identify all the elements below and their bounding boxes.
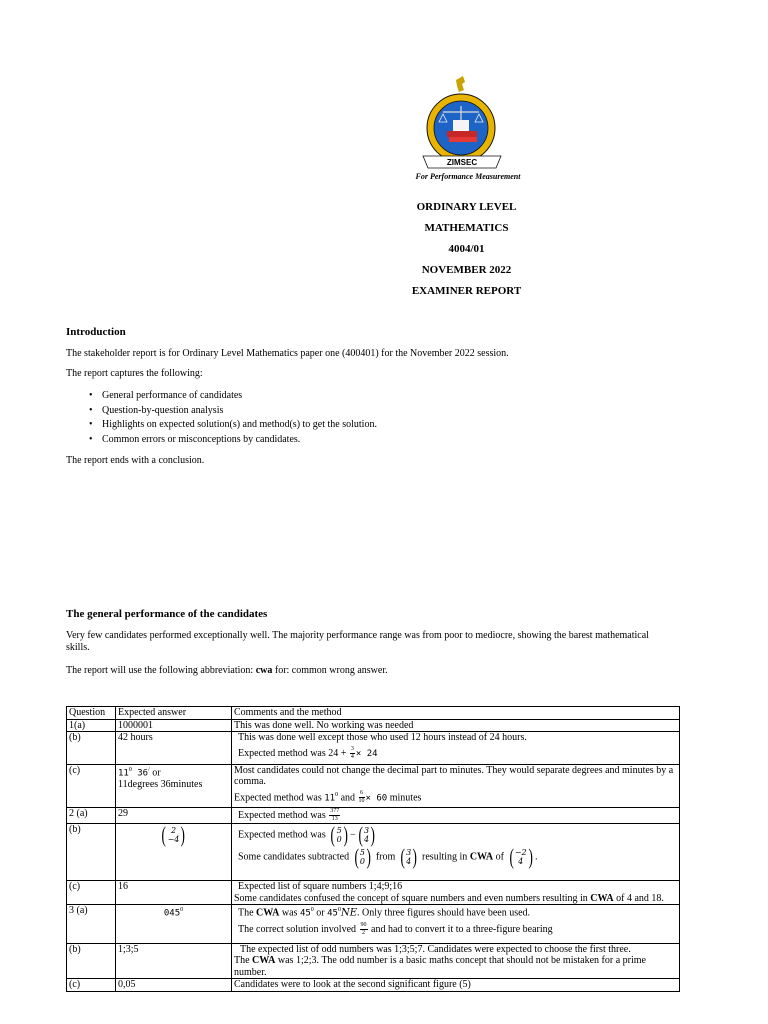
answer-cell: $045^0$ (116, 905, 232, 944)
comment-cell: Expected method was ( 5 0 ) − ( 3 4 ) Some candidates subtracted ( 5 0 ) from ( 3 4 ) resulting in CWA of ( −2 4 ) . (232, 824, 680, 881)
list-item: • General performance of candidates (89, 390, 243, 401)
question-cell: (b) (67, 824, 116, 881)
table-row (67, 943, 680, 979)
question-analysis-table (66, 706, 680, 992)
table-row (67, 824, 680, 881)
question-cell: 3 (a) (67, 905, 116, 944)
answer-cell: $11^0$ 36/ or 11degrees 36minutes (116, 764, 232, 808)
column-header: Question (67, 707, 116, 720)
level-title: ORDINARY LEVEL (416, 201, 517, 213)
list-item: • Common errors or misconceptions by candidates. (89, 433, 301, 445)
table-header-row (67, 707, 680, 720)
table-row (67, 764, 680, 808)
table-row (67, 719, 680, 732)
logo-tagline: For Performance Measurement (415, 172, 521, 181)
answer-cell: 42 hours (116, 732, 232, 765)
comment-cell: Expected list of square numbers 1;4;9;16 Some candidates confused the concept of square numbers and even numbers resulting in CWA of 4 and 18. (232, 881, 680, 905)
answer-cell: 1;3;5 (116, 943, 232, 979)
comment-cell: This was done well. No working was needed (232, 719, 680, 732)
question-cell: 2 (a) (67, 808, 116, 824)
table-row (67, 905, 680, 944)
intro-paragraph-2: The report captures the following: (66, 368, 203, 379)
paper-code: 4004/01 (448, 243, 485, 255)
table-row (67, 979, 680, 992)
list-item: • Question-by-question analysis (89, 404, 224, 416)
logo-text: ZIMSEC (446, 158, 478, 167)
column-header: Comments and the method (232, 707, 680, 720)
intro-bullet-list (86, 389, 377, 447)
report-title: EXAMINER REPORT (411, 285, 522, 297)
comment-cell: The expected list of odd numbers was 1;3;5;7. Candidates were expected to choose the first three. The CWA was 1;2;3. The odd number is a basic maths concept that should not be mistaken for a prime number. (232, 943, 680, 979)
answer-cell: 1000001 (116, 719, 232, 732)
question-cell: (c) (67, 979, 116, 992)
answer-cell: 29 (116, 808, 232, 824)
question-cell: (b) (67, 732, 116, 765)
comment-cell: Most candidates could not change the decimal part to minutes. They would separate degrees and minutes by a comma. Expected method was $11^0$ and $\frac{6}{10}$ × 60 minutes (232, 764, 680, 808)
question-cell: (c) (67, 881, 116, 905)
answer-cell: 16 (116, 881, 232, 905)
table-row (67, 881, 680, 905)
intro-heading: Introduction (66, 326, 126, 338)
question-cell: (b) (67, 943, 116, 979)
subject-title: MATHEMATICS (424, 222, 509, 234)
general-paragraph-1: Very few candidates performed exceptionally well. The majority performance range was from poor to mediocre, showing the barest mathematical skills. (66, 630, 649, 653)
column-header: Expected answer (116, 707, 232, 720)
comment-cell: Expected method was $\frac{377}{13}$ (232, 808, 680, 824)
comment-cell: This was done well except those who used 12 hours instead of 24 hours. Expected method was 24 + $\frac{3}{4}$ × 24 (232, 732, 680, 765)
answer-cell: ( 2 −4 ) (116, 824, 232, 881)
intro-paragraph-3: The report ends with a conclusion. (66, 455, 205, 466)
comment-cell: Candidates were to look at the second significant figure (5) (232, 979, 680, 992)
general-paragraph-2: The report will use the following abbreviation: cwa for: common wrong answer. (66, 665, 388, 676)
list-item: • Highlights on expected solution(s) and method(s) to get the solution. (89, 419, 377, 430)
comment-cell: The CWA was $45^0$ or $45^0NE$. Only three figures should have been used. The correct solution involved $\frac{90}{2}$ and had to convert it to a three-figure bearing (232, 905, 680, 944)
question-cell: (c) (67, 764, 116, 808)
session-title: NOVEMBER 2022 (421, 264, 512, 276)
question-cell: 1(a) (67, 719, 116, 732)
table-row (67, 732, 680, 765)
answer-cell: 0,05 (116, 979, 232, 992)
general-heading: The general performance of the candidates (66, 608, 268, 620)
intro-paragraph-1: The stakeholder report is for Ordinary Level Mathematics paper one (400401) for the November 2022 session. (66, 348, 509, 359)
